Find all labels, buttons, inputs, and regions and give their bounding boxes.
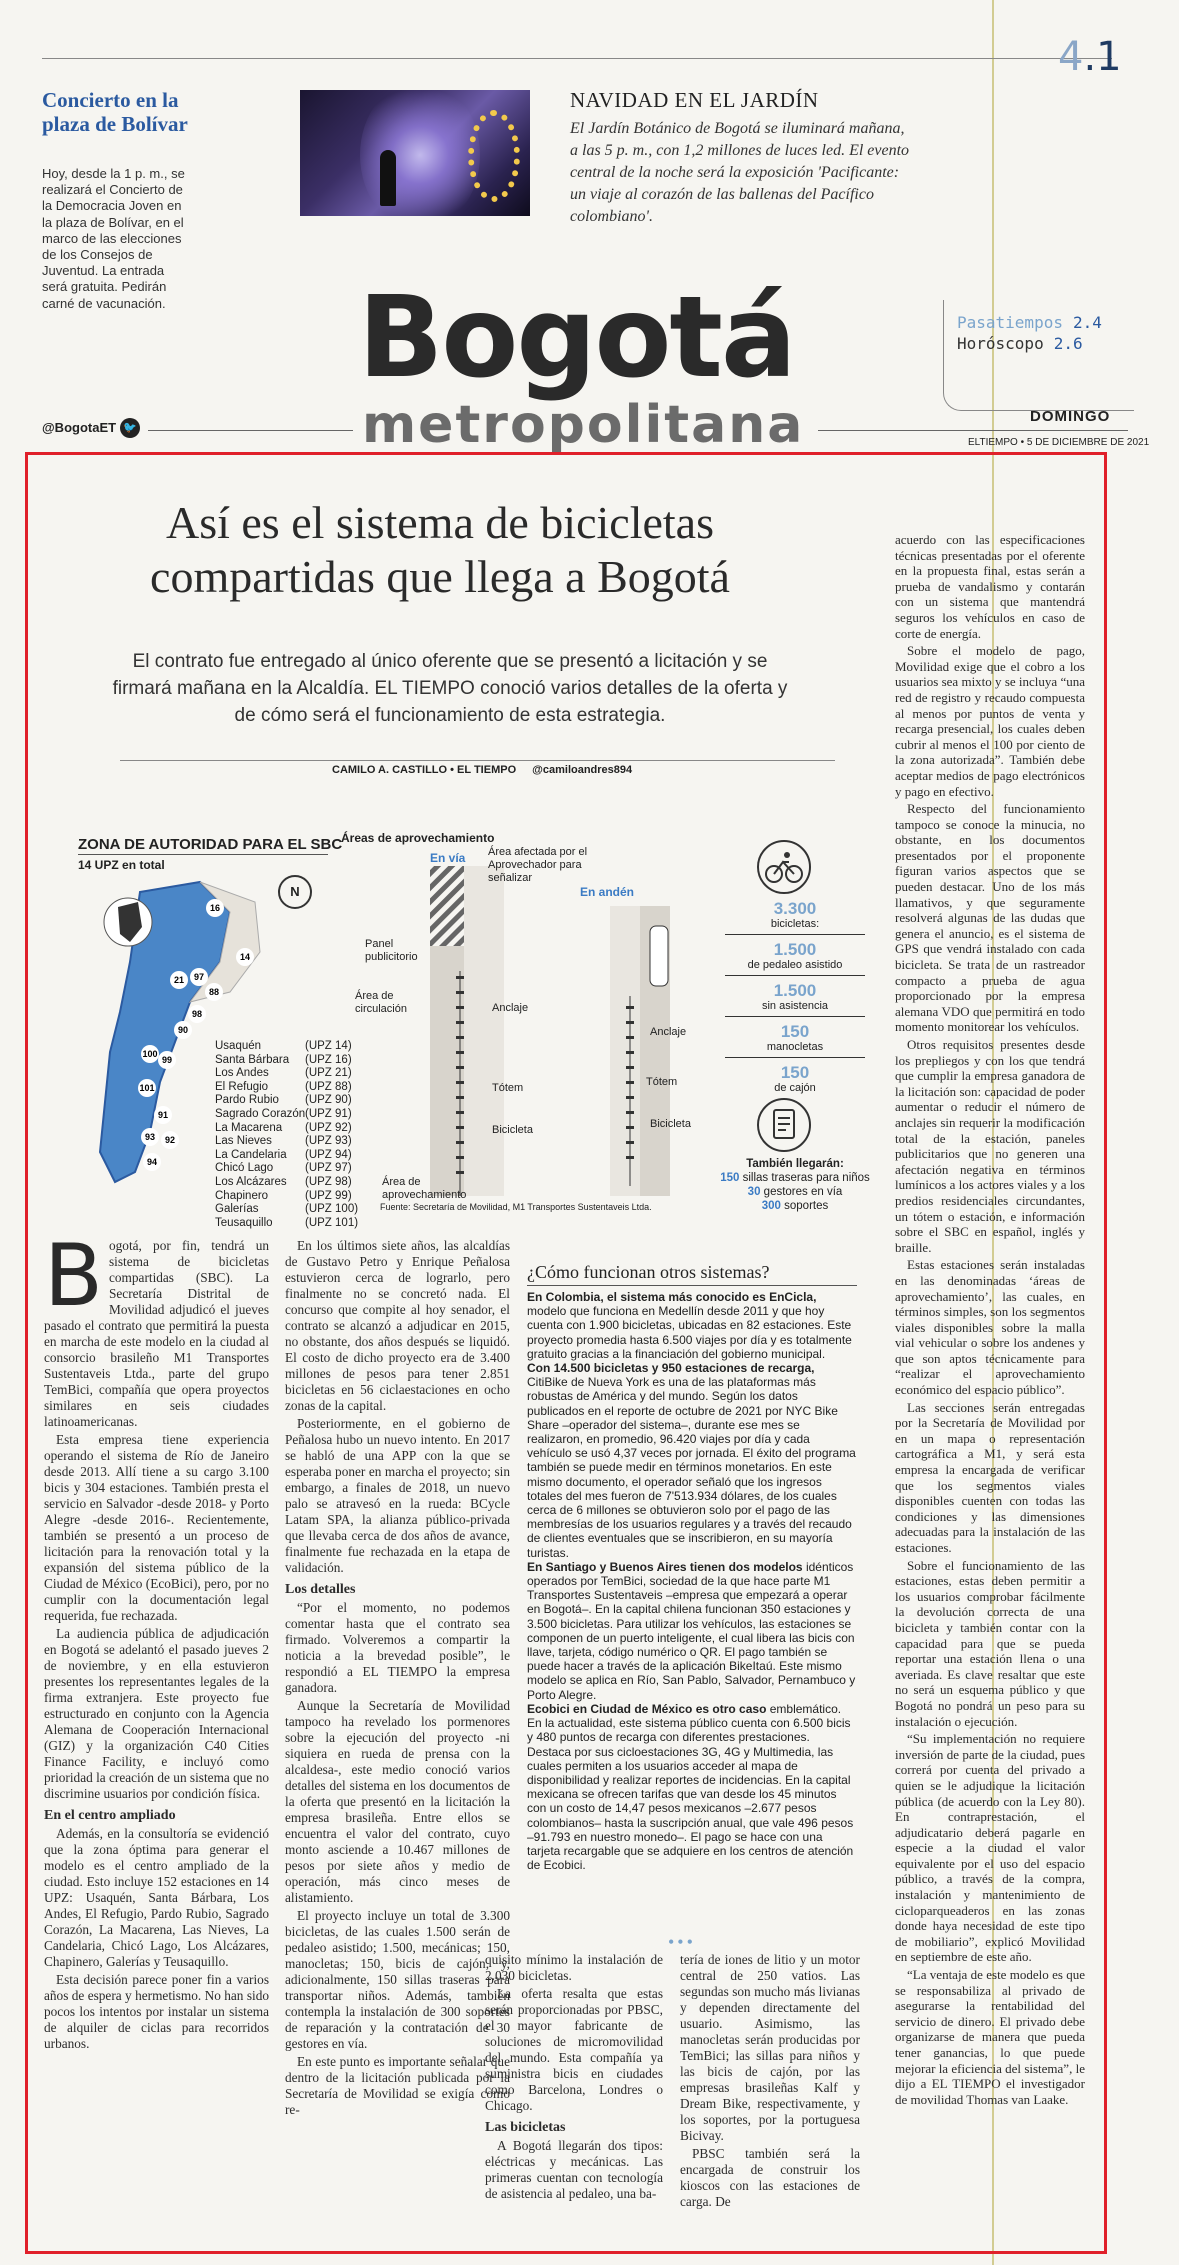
article-column-2: En los últimos siete años, las alcaldías de Gustavo Petro y Enrique Peñalosa estuvieron cerca de lograrlo, pero finalmente no se concretó nada. El concurso que compite al hoy senador, el contrato se alcanzó a adjudicar en 2015, no obstante, dos años después se liquidó. El costo de dicho proyecto era de 3.400 millones de pesos para tener 2.851 bicicletas en 56 ciclaestaciones en ocho zonas de la capital. Posteriormente, en el gobierno de Peñalosa hubo un nuevo intento. En 2017 se habló de una APP con la que se esperaba poner en marcha el proyecto; sin embargo, a finales de 2018, un nuevo palo se atravesó en la rueda: BCycle Latam SPA, la alianza público-privada que llevaba cerca de dos años de avance, finalmente fue rechazada en la etapa de validación. Los detalles “Por el momento, no podemos comentar hasta que el contrato sea firmado. Volveremos a compartir la noticia a la brevedad posible”, le respondió a EL TIEMPO la empresa ganadora. Aunque la Secretaría de Movilidad tampoco ha revelado los pormenores sobre la ejecución del proyecto -ni siquiera en rueda de prensa con la alcaldesa-, este medio conoció varios detalles del sistema en los documentos de la oferta que presentó en la licitación la empresa brasileña. Entre ellos se encuentra el valor del contrato, cuyo monto asciende a 10.467 millones de pesos por siete años y medio de operación, más cinco meses de alistamiento. El proyecto incluye un total de 3.300 bicicletas, de las cuales 1.500 serán de pedaleo asistido; 1.500, mecánicas; 150, manocletas; 150, bicis de cajón, y, adicionalmente, 150 sillas traseras para transportar niños. Además, también contempla la instalación de 300 soportes de reparación y la contratación de 30 gestores en vía. En este punto es importante señalar que dentro de la licitación publicada por la Secretaría de Movilidad se exigía como re- (285, 1238, 510, 2117)
map-title-rule (78, 854, 328, 855)
upz-code-list (305, 1040, 358, 1230)
map-label: 14 (239, 952, 251, 962)
upz-code: (UPZ 97) (305, 1162, 352, 1175)
navidad-photo (300, 90, 530, 216)
upz-code: (UPZ 99) (305, 1189, 352, 1202)
article-column-4: tería de iones de litio y un motor central de 250 vatios. Las segundas son mucho más livianas y dependen directamente del usuario. Asimismo, las manocletas serán producidas por TemBici; las sillas para niños y las bicis de cajón, por las empresas brasileñas Kalf y Dream Bike, respectivamente, y los soportes, por la portuguesa Bicivay. PBSC también será la encargada de construir los kioscos con las estaciones de carga. De (680, 1952, 860, 2209)
upz-code: (UPZ 88) (305, 1080, 352, 1093)
stat-label: bicicletas: (725, 918, 865, 935)
map-label: 88 (208, 987, 220, 997)
rule-left (148, 430, 353, 431)
stat-number: 1.500 (773, 981, 817, 1000)
upz-name: Usaquén (215, 1040, 262, 1052)
rule-right (818, 430, 1128, 431)
sidebox-other-systems (527, 1262, 857, 1872)
map-label: 101 (139, 1083, 155, 1093)
map-label: 100 (142, 1049, 158, 1059)
upz-name-list (215, 1040, 305, 1230)
upz-code: (UPZ 92) (305, 1121, 352, 1134)
label-anclaje-anden: Anclaje (650, 1026, 687, 1038)
article-column-1: Bogotá, por fin, tendrá un sistema de bicicletas compartidas (SBC). La Secretaría Distrital de Movilidad adjudicó el jueves pasado el contrato que permitirá la puesta en marcha de este modelo en la ciudad al consorcio brasileño M1 Transportes Sustentaveis Ltda., parte del grupo TemBici, compañía que opera proyectos similares en seis ciudades latinoamericanas. Esta empresa tiene experiencia operando el sistema de Río de Janeiro desde 2013. Allí tiene a su cargo 3.100 bicis y 304 estaciones. También presta el servicio en Salvador -desde 2018- y Porto Alegre -desde 2016-. Recientemente, también se presentó a un proceso de licitación para la renovación total y la expansión del sistema público de la Ciudad de México (EcoBici), pero, por no cumplir con la documentación legal requerida, fue rechazada. La audiencia pública de adjudicación en Bogotá se adelantó el pasado jueves 2 de noviembre, y en ella estuvieron presentes los representantes legales de la firma extranjera. Este proyecto fue estructurado en conjunto con la Agencia Alemana de Cooperación Internacional (GIZ) y la organización C40 Cities Finance Facility, e incluyó como prioridad la creación de un sistema que no discrimine usuarios por condición física. En el centro ampliado Además, en la consultoría se evidenció que la zona óptima para generar el modelo es el centro ampliado de la ciudad. Esto incluye 152 estaciones en 14 UPZ: Usaquén, Santa Bárbara, Los Andes, El Refugio, Pardo Rubio, Sagrado Corazón, La Macarena, Las Nieves, La Candelaria, Chicó Lago, Los Alcázares, Chapinero, Galerías y Teusaquillo. Esta decisión parece poner fin a varios años de espera y hermetismo. No han sido pocos los intentos por instalar un sistema de alquiler de ciclas para recorridos urbanos. (44, 1226, 269, 2051)
upz-code: (UPZ 21) (305, 1067, 352, 1080)
upz-code: (UPZ 16) (305, 1053, 352, 1066)
upz-name: Santa Bárbara (215, 1053, 290, 1066)
upz-code: (UPZ 14) (305, 1040, 352, 1052)
article-dek: El contrato fue entregado al único oferente que se presentó a licitación y se firmará mañana en la Alcaldía. EL TIEMPO conoció varios detalles de la oferta y de cómo será el funcionamiento de esta estrategia. (112, 651, 788, 726)
twitter-icon: 🐦 (120, 418, 140, 438)
map-label: 97 (193, 972, 205, 982)
byline: CAMILO A. CASTILLO • EL TIEMPO @camiloandres894 (332, 764, 633, 776)
article-column-3: quisito mínimo la instalación de 2.030 bicicletas. La oferta resalta que estas serán proporcionadas por PBSC, el mayor fabricante de soluciones de micromovilidad del mundo. Esta compañía ya suministra bicis en ciudades como Barcelona, Londres o Chicago. Las bicicletas A Bogotá llegarán dos tipos: eléctricas y mecánicas. Las primeras cuentan con tecnología de asistencia al pedaleo, una ba- (485, 1952, 663, 2201)
stat-number: 3.300 (773, 899, 817, 918)
label-area-aprovechamiento: Área de aprovechamiento (382, 1176, 467, 1201)
upz-name: Sagrado Corazón (215, 1107, 306, 1120)
upz-code: (UPZ 100) (305, 1203, 359, 1216)
upz-code: (UPZ 93) (305, 1135, 352, 1148)
concierto-title: Concierto en la plaza de Bolívar (42, 88, 188, 136)
subhead-bicicletas: Las bicicletas (485, 2120, 566, 2135)
label-bicicleta-via: Bicicleta (492, 1124, 533, 1136)
index-item-horoscopo[interactable]: Horóscopo 2.6 (957, 334, 1083, 353)
upz-name: Los Alcázares (215, 1175, 287, 1188)
day-label: DOMINGO (1030, 408, 1111, 425)
also-coming-box: También llegarán: 150 sillas traseras para niños 30 gestores en vía 300 soportes (720, 1158, 870, 1212)
hatched-zone (430, 866, 464, 946)
subhead-detalles: Los detalles (285, 1582, 356, 1597)
areas-title: Áreas de aprovechamiento (341, 831, 495, 845)
label-area-afectada: Área afectada por el Aprovechador para señalizar (488, 846, 588, 884)
upz-name: Galerías (215, 1203, 259, 1216)
upz-code: (UPZ 90) (305, 1094, 352, 1107)
bike-stats (725, 900, 865, 1104)
compass-icon: N (278, 875, 312, 909)
map-label: 91 (157, 1110, 169, 1120)
article-column-5: acuerdo con las especificaciones técnicas presentadas por el oferente en la propuesta final, estas serán a prueba de vandalismo y contarán con un sistema que mantendrá seguros los vehículos en caso de corte de energía. Sobre el modelo de pago, Movilidad exige que el cobro a los usuarios sea mixto y se incluya “una red de registro y recaudo compuesta al menos por puntos de venta y recarga presencial, los cuales deben cubrir al menos el 100 por ciento de la zona autorizada”. También debe aceptar medios de pago electrónicos y pago en efectivo. Respecto del funcionamiento tampoco se conoce la minucia, no obstante, en los documentos presentados por el proponente figuran varios aspectos que se pueden destacar. Uno de los más llamativos, y que seguramente resolverá algunas de las dudas que genera el anuncio, es el sistema de GPS que vendrá instalado con cada bicicleta. Se trata de un rastreador compacto a prueba de agua proporcionado por la empresa alemana VDO que permitirá en todo momento monitorear los vehículos. Otros requisitos presentes desde los prepliegos y con los que tendrá que cumplir la empresa ganadora de la licitación son: capacidad de poder aumentar o reducir el número de anclajes sin requerir la modificación total de la estación, paneles publicitarios que no generen una afectación negativa en términos lumínicos a los actores viales y a los predios residenciales circundantes, un tótem o estación, e información sobre el SBC en español, inglés y braille. Estas estaciones serán instaladas en las denominadas ‘áreas de aprovechamiento’, las cuales, en términos simples, son los segmentos viales disponibles sobre la malla vial vehicular o sobre los andenes y que son aptos técnicamente para “realizar el aprovechamiento económico del espacio público”. Las secciones serán entregadas por la Secretaría de Movilidad por en un mapa o representación cartográfica a M1, y será esta empresa la encargada de verificar que los segmentos viales disponibles cuenten con todas las condiciones y las dimensiones adecuadas para la instalación de las estaciones. Sobre el funcionamiento de las estaciones, estas deben permitir a los usuarios comprobar fácilmente la devolución correcta de una bicicleta y también contar con la capacidad para que se pueda reportar una estación llena o una averiada. Es clave resaltar que este no será un esquema público y que Bogotá no pondrá un peso para su instalación o ejecución. “Su implementación no requiere inversión de parte de la ciudad, pues correrá por cuenta del privado a quien se le adjudique la licitación pública (de acuerdo con la Ley 80). En contraprestación, el adjudicatario deberá pagarle en especie a la ciudad el valor equivalente por el uso del espacio público, a través de la compra, instalación y mantenimiento de cicloparqueaderos en las zonas donde haya necesidad de este tipo de mobiliario”, explicó Movilidad en septiembre de este año. “La ventaja de este modelo es que se responsabiliza al privado de asegurarse la rentabilidad del servicio de dinero. El privado debe organizarse de manera que pueda tener ganancias, lo que puede mejorar la eficiencia del sistema”, le dijo a EL TIEMPO el investigador de movilidad Thomas van Laake. (895, 532, 1085, 2107)
bicycle-icon (757, 840, 811, 894)
label-en-via: En vía (430, 851, 466, 865)
upz-name: La Candelaria (215, 1148, 287, 1161)
stat-label: sin asistencia (725, 1000, 865, 1017)
label-panel: Panel publicitorio (365, 938, 418, 963)
label-totem-anden: Tótem (646, 1076, 678, 1088)
sidebox-title: ¿Cómo funcionan otros sistemas? (527, 1262, 770, 1282)
sidebox-body: En Colombia, el sistema más conocido es EnCicla, modelo que funciona en Medellín desde 2011 y que hoy cuenta con 1.900 bicicletas, ubicadas en 82 estaciones. Este proyecto promedia hasta 6.500 viajes por día y es totalmente gratuito gracias a la financiación del gobierno municipal. Con 14.500 bicicletas y 950 estaciones de recarga, CitiBike de Nueva York es una de las plataformas más robustas de América y del mundo. Según los datos publicados en el reporte de octubre de 2021 por NYC Bike Share –operador del sistema–, durante ese mes se realizaron, en promedio, 96.420 viajes por día y cada vehículo se usó 4,37 veces por jornada. El éxito del programa también se puede medir en términos monetarios. En este mismo documento, el operador señaló que los ingresos totales del mes fueron de 7'513.934 dólares, de los cuales cerca de 6 millones se obtuvieron solo por el pago de las membresías de los usuarios regulares y a través del recaudo de clientes eventuales que se inscribieron, en su mayoría turistas. En Santiago y Buenos Aires tienen dos modelos idénticos operados por TemBici, sociedad de la que hace parte M1 Transportes Sustentaveis –empresa que empezará a operar en Bogotá–. En la capital chilena funcionan 350 estaciones y 3.500 bicicletas. Para utilizar los vehículos, las estaciones se componen de un puerto inteligente, el cual libera las bicis con llave, tarjeta, código numérico o QR. El pago también se puede hacer a través de la aplicación BikeItaú. Este mismo modelo se aplica en Río, San Pablo, Salvador, Pernambuco y Porto Alegre. Ecobici en Ciudad de México es otro caso emblemático. En la actualidad, este sistema público cuenta con 6.500 bicis y 480 puntos de recarga con diferentes prestaciones. Destaca por sus cicloestaciones 3G, 4G y Multimedia, las cuales permiten a los usuarios acceder al mapa de disponibilidad y realizar reportes de incidencias. En la capital mexicana se ofrecen tarifas que van desde los 45 minutos con un costo de 14,47 pesos mexicanos –2.677 pesos colombianos– hasta la suscripción anual, que vale 496 pesos –91.793 en nuestro monedo–. El pago se hace con una tarjeta recargable que se adquiere en los centros de atención de Ecobici. (527, 1290, 856, 1873)
date-line: ELTIEMPO • 5 DE DICIEMBRE DE 2021 (968, 437, 1150, 448)
map-label: 94 (146, 1157, 158, 1167)
map-label: 98 (191, 1009, 203, 1019)
upz-name: Pardo Rubio (215, 1094, 279, 1107)
separator-dots: ••• (668, 1932, 696, 1952)
stat-label: de pedaleo asistido (725, 959, 865, 976)
drop-cap: B (44, 1226, 103, 1326)
map-label: 90 (177, 1025, 189, 1035)
map-label: 99 (161, 1055, 173, 1065)
upz-name: Chicó Lago (215, 1162, 274, 1175)
upz-code: (UPZ 94) (305, 1148, 352, 1161)
top-rule (42, 58, 1112, 59)
label-totem-via: Tótem (492, 1082, 524, 1094)
index-item-pasatiempos[interactable]: Pasatiempos 2.4 (957, 313, 1102, 332)
byline-twitter: @camiloandres894 (532, 764, 633, 776)
byline-rule (120, 760, 835, 761)
page-number: 4.1 (1058, 34, 1122, 80)
map-subtitle: 14 UPZ en total (78, 858, 165, 872)
article-headline: Así es el sistema de bicicletas compartidas que llega a Bogotá (150, 497, 730, 602)
section-subtitle: metropolitana (362, 395, 805, 455)
upz-name: Las Nieves (215, 1135, 272, 1148)
upz-code: (UPZ 91) (305, 1107, 352, 1120)
map-label: 21 (173, 975, 185, 985)
infographic-source: Fuente: Secretaría de Movilidad, M1 Transportes Sustentaveis Ltda. (380, 1202, 652, 1212)
label-en-anden: En andén (580, 885, 635, 899)
upz-code: (UPZ 101) (305, 1216, 359, 1229)
stat-label: manocletas (725, 1041, 865, 1058)
label-anclaje-via: Anclaje (492, 1002, 529, 1014)
concierto-body: Hoy, desde la 1 p. m., se realizará el Concierto de la Democracia Joven en la plaza de Bolívar, en el marco de las elecciones de los Consejos de Juventud. La entrada será gratuita. Pedirán carné de vacunación. (42, 166, 185, 311)
upz-name: Teusaquillo (215, 1216, 273, 1229)
document-icon (757, 1098, 811, 1152)
map-label: 93 (144, 1132, 156, 1142)
map-label: 92 (164, 1135, 176, 1145)
stat-number: 150 (780, 1063, 810, 1082)
upz-name: La Macarena (215, 1121, 283, 1134)
subhead-centro-ampliado: En el centro ampliado (44, 1808, 176, 1823)
map-title: ZONA DE AUTORIDAD PARA EL SBC (78, 836, 343, 853)
label-bicicleta-anden: Bicicleta (650, 1118, 691, 1130)
navidad-body: El Jardín Botánico de Bogotá se iluminará mañana, a las 5 p. m., con 1,2 millones de luces led. El evento central de la noche será la exposición 'Pacificante: un viaje al corazón de las ballenas del Pacífico colombiano'. (570, 120, 910, 225)
section-index (957, 312, 1102, 354)
stat-number: 1.500 (773, 940, 817, 959)
section-title: Bogotá (358, 273, 795, 403)
upz-name: El Refugio (215, 1080, 269, 1093)
stat-number: 150 (780, 1022, 810, 1041)
upz-code: (UPZ 98) (305, 1175, 352, 1188)
map-label: 16 (209, 903, 221, 913)
stat-label: de cajón (774, 1082, 816, 1094)
upz-name: Chapinero (215, 1189, 269, 1202)
twitter-handle: @BogotaET (42, 420, 117, 435)
label-area-circulacion: Área de circulación (355, 990, 407, 1015)
upz-name: Los Andes (215, 1067, 269, 1080)
navidad-title: NAVIDAD EN EL JARDÍN (570, 88, 819, 112)
